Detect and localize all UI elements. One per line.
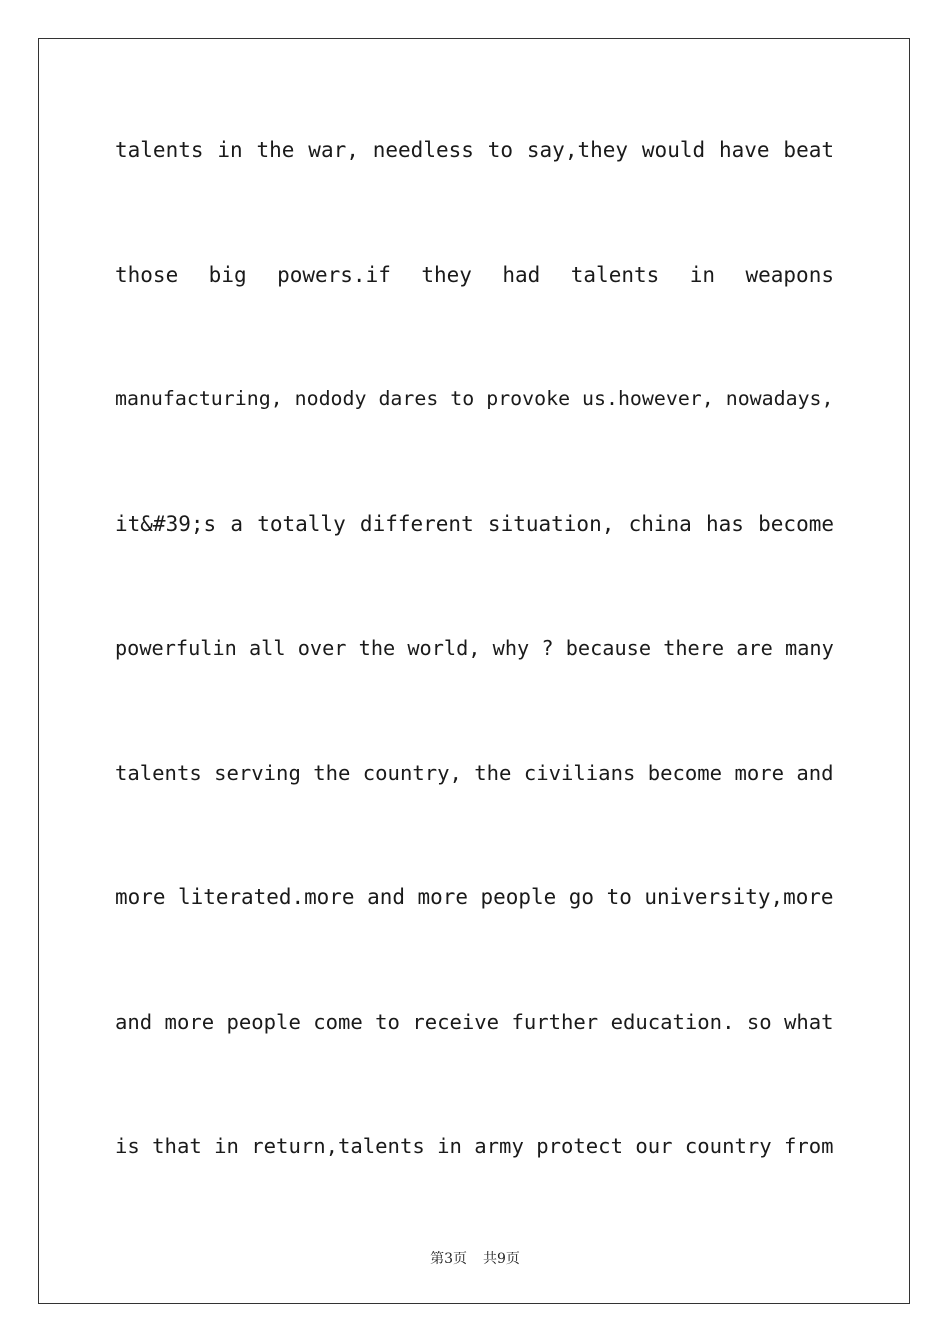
page-frame [38,38,910,1304]
total-pages-label: 共9页 [483,1251,520,1267]
body-text-line-2: those big powers.if they had talents in weapons [115,263,834,287]
current-page-label: 第3页 [430,1251,467,1267]
body-text-line-3: manufacturing, nodody dares to provoke us.however, nowadays, [115,387,834,410]
body-text-line-4: it&#39;s a totally different situation, china has become [115,512,834,536]
page-footer [0,1248,950,1268]
body-text-line-8: and more people come to receive further education. so what [115,1010,834,1034]
body-text-line-7: more literated.more and more people go to university,more [115,885,834,909]
body-text-line-5: powerfulin all over the world, why ? because there are many [115,636,834,660]
body-text-line-1: talents in the war, needless to say,they would have beat [115,138,834,162]
body-text-line-9: is that in return,talents in army protect our country from [115,1134,834,1158]
body-text-line-6: talents serving the country, the civilians become more and [115,761,834,785]
